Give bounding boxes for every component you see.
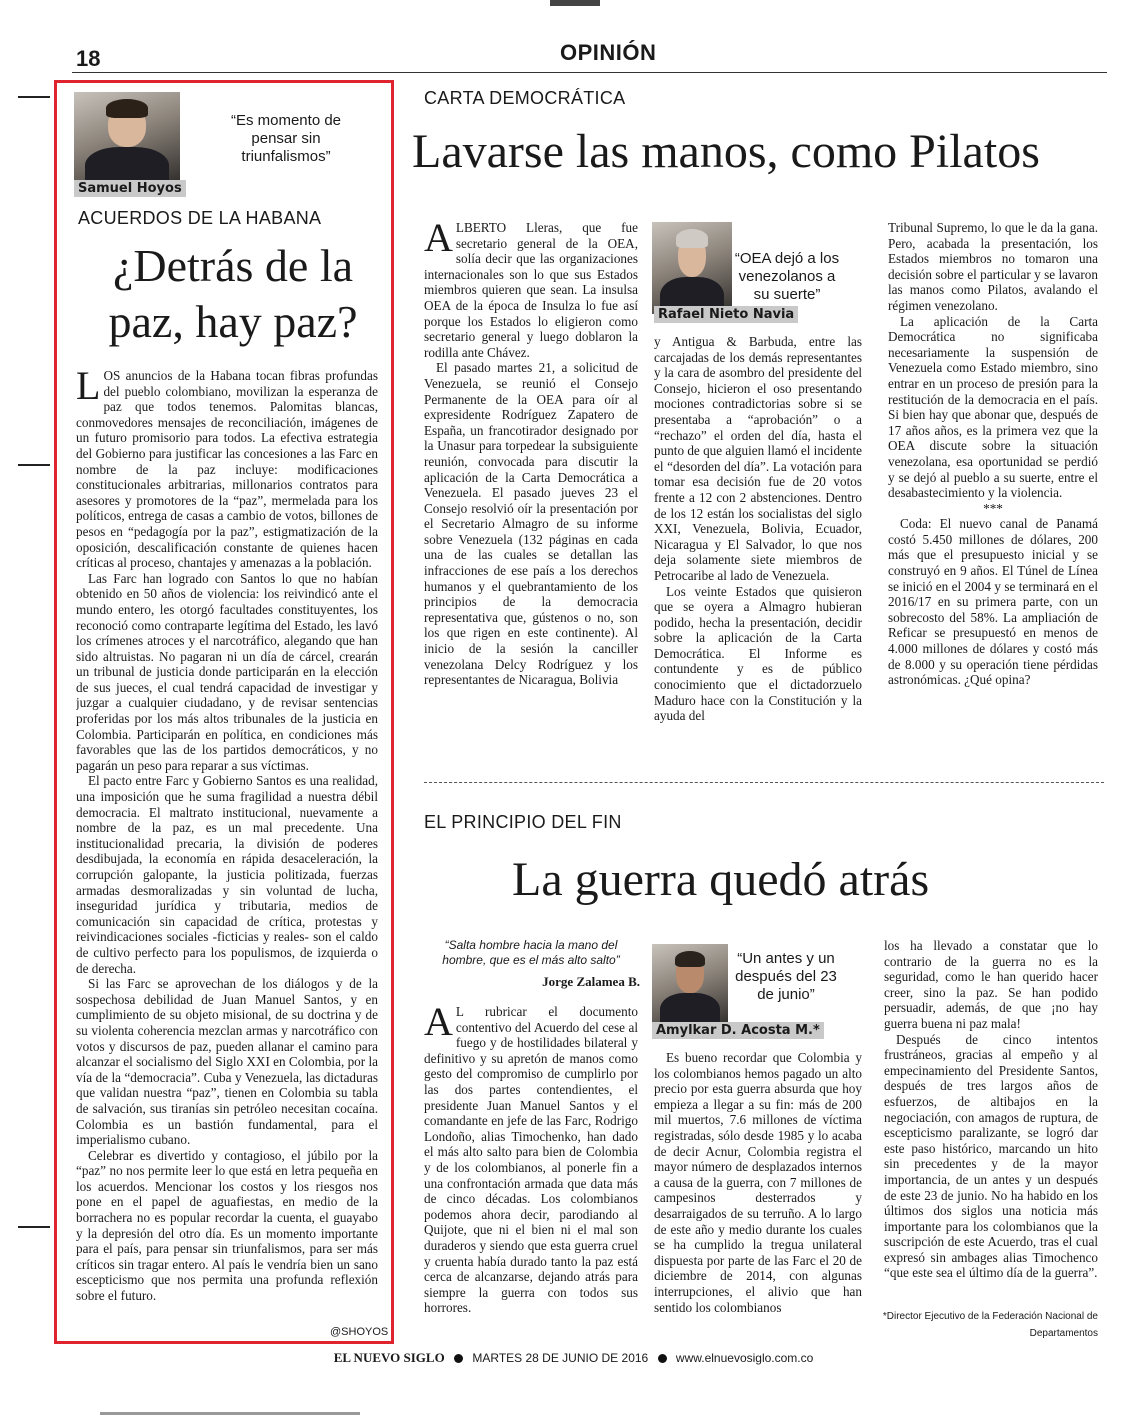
article-column-2 [654, 1050, 862, 1334]
article-paragraph: ALBERTO Lleras, que fue secretario general de la OEA, solía decir que las organizaciones internacionales son lo que sus Estados miembros quieren que sean. La insulsa OEA de la época de Insulza lo fue así porque los Estados lo eligieron como secretario general y luego doblaron la rodilla ante Chávez. [424, 220, 638, 360]
author-footnote: *Director Ejecutivo de la Federación Nacional de Departamentos [882, 1311, 1098, 1339]
article-column-2 [654, 334, 862, 742]
top-print-mark [550, 0, 600, 6]
article-headline: Lavarse las manos, como Pilatos [412, 125, 1040, 178]
article-headline: La guerra quedó atrás [512, 853, 930, 906]
page-number: 18 [76, 46, 101, 71]
columnist-photo-amylkar-acosta [652, 944, 728, 1026]
pull-quote: “OEA dejó a los venezolanos a su suerte” [734, 250, 840, 303]
article-headline: ¿Detrás de la paz, hay paz? [108, 240, 358, 347]
bullet-icon [658, 1354, 667, 1363]
article-paragraph: El pasado martes 21, a solicitud de Venezuela, se reunió el Consejo Permanente de la OEA para oír al expresidente Rodríguez Zapatero de España, un francotirador designado por la Unasur para torpedear la subsiguiente reunión, convocada para discutir la aplicación de la Carta Democrática a Venezuela. El pasado jueves 23 el Consejo resolvió oír la presentación por el Secretario Almagro de su informe sobre Venezuela (132 páginas en cada una de las cuales se detallan las infracciones de ese país a los derechos humanos y el quebrantamiento de los principios de la democracia representativa que, gústenos o no, son los que rigen en este continente). Al inicio de la sesión la canciller venezolana Delcy Rodríguez y los representantes de Nicaragua, Bolivia [424, 360, 638, 688]
drop-cap: A [424, 220, 453, 260]
article-paragraph: La aplicación de la Carta Democrática no significaba necesariamente la suspensión de Venezuela como Estado miembro, sino entrar en un proceso de presión para la restitución de la democracia en el país. Si bien hay que abonar que, después de 17 años años, es la primera vez que la OEA discute sobre la situación venezolana, esa oportunidad se perdió y se dejó al pueblo a su suerte, entre el desabastecimiento y la violencia. [888, 313, 1098, 501]
columnist-name: Amylkar D. Acosta M.* [652, 1022, 824, 1039]
columnist-name: Rafael Nieto Navia [654, 306, 798, 323]
drop-cap: A [424, 1004, 453, 1044]
article-kicker: ACUERDOS DE LA HABANA [78, 208, 322, 228]
header-rule [72, 72, 1107, 73]
article-divider [424, 782, 1104, 783]
section-separator: *** [983, 500, 1003, 516]
article-body [76, 368, 378, 1326]
article-paragraph: y Antigua & Barbuda, entre las carcajadas de los demás representantes y la cara de asombro del presidente del Consejo, hicieron el oso presentando mociones contradictorias sobre si se presentaba a “aprobación” o a “rechazo” el orden del día, hasta el punto de que alguien llamó el incidente el “desorden del día”. La votación para tomar esa decisión fue de 20 votos frente a 12 con 2 abstenciones. Dentro de los 12 están los socialistas del siglo XXI, Venezuela, Bolivia, Ecuador, Nicaragua y El Salvador, lo que nos deja solamente siete miembros de Petrocaribe al lado de Venezuela. [654, 334, 862, 583]
epigraph-quote: “Salta hombre hacia la mano del hombre, que es el más alto salto” [442, 938, 620, 967]
article-paragraph: Si las Farc se aprovechan de los diálogos y de la sospechosa debilidad de Juan Manuel Santos, y en cumplimiento de su objeto misional, de su doctrina y de su violenta coherencia mezclan armas y narcotráfico con votos y discursos de paz, pueden allanar el camino para alcanzar el socialismo del Siglo XXI en Colombia, por la vía de la “democracia”. Cuba y Venezuela, las dictaduras que validan nuestra “paz”, tienen en Colombia su tabla de salvación, sus tiranías sin petróleo necesitan cocaína. Colombia es un bastión fundamental, para el imperialismo cubano. [76, 976, 378, 1148]
bottom-scan-artifact [100, 1412, 360, 1415]
twitter-handle: @SHOYOS [330, 1326, 389, 1338]
drop-cap: L [76, 368, 101, 408]
article-paragraph: Tribunal Supremo, lo que le da la gana. Pero, acabada la presentación, los Estados miembros no tomaron una decisión sobre el particular y se lavaron las manos como Pilatos, avalando el régimen venezolano. [888, 220, 1098, 313]
margin-mark [18, 464, 50, 466]
page-footer [0, 1350, 1147, 1366]
margin-mark [18, 96, 50, 98]
article-paragraph: Coda: El nuevo canal de Panamá costó 5.450 millones de dólares, 200 más que el presupuesto inicial y se construyó en 9 años. El Túnel de Línea se inició en el 2004 y se terminará en el 2016/17 en su primera parte, con un sobrecosto del 58%. La ampliación de Reficar se presupuestó en menos de 4.000 millones de dólares y costó más de 8.000 y su operación tiene pérdidas astronómicas. ¿Qué opina? [888, 516, 1098, 688]
article-kicker: EL PRINCIPIO DEL FIN [424, 812, 622, 832]
article-paragraph: Después de cinco intentos frustráneos, gracias al empeño y al empecinamiento del Presidente Santos, después de tres largos años de esfuerzos, de altibajos en la negociación, con amagos de ruptura, de escepticismo paralizante, se logró dar este paso histórico, marcando un hito sin precedentes y de la mayor importancia, de un antes y un después de este 23 de junio. No ha habido en los últimos dos siglos una noticia más importante para los colombianos que la suscripción de este Acuerdo, tras el cual expresó sin ambages alias Timochenco “que este sea el último día de la guerra”. [884, 1031, 1098, 1281]
epigraph-author: Jorge Zalamea B. [542, 974, 640, 989]
article-kicker: CARTA DEMOCRÁTICA [424, 88, 626, 108]
columnist-photo-samuel-hoyos [74, 92, 180, 184]
article-paragraph: Las Farc han logrado con Santos lo que no habían obtenido en 50 años de violencia: los reivindicó ante el mundo entero, les otorgó facultades constituyentes, los reconoció como contraparte legítima del Estado, les lavó los crímenes atroces y el narcotráfico, alegando que han sido altruistas. No pagaran ni un día de cárcel, crearán un tribunal de justicia donde participarán en la elección de sus jueces, el cual tendrá capacidad de investigar y juzgar a cualquier ciudadano, y de revisar sentencias proferidas por los más altos tribunales de la justicia en Colombia. Participarán en política, en condiciones más favorables que las de los partidos democráticos, y no pagarán un peso para reparar a sus víctimas. [76, 570, 378, 773]
article-paragraph: A L rubricar el documento contentivo del Acuerdo del cese al fuego y de hostilidades bilateral y definitivo y su apretón de manos como gesto del compromiso de cumplirlo por las dos partes contendientes, el presidente Juan Manuel Santos y el comandante en jefe de las Farc, Rodrigo Londoño, alias Timochenko, han dado el más alto salto para bien de Colombia y de los colombianos, al ponerle fin a una confrontación armada que data más de cinco décadas. Los colombianos podemos ahora decir, parodiando al Quijote, que ni el bien ni el mal son duraderos y siendo que esta guerra cruel y cruenta había durado tanto la paz está cerca de alcanzarse, dejando atrás para siempre la guerra con todos sus horrores. [424, 1004, 638, 1316]
pull-quote: “Es momento de pensar sin triunfalismos” [230, 112, 342, 165]
article-column-1 [424, 1004, 638, 1334]
website-url: www.elnuevosiglo.com.co [675, 1351, 814, 1365]
article-paragraph: Es bueno recordar que Colombia y los colombianos hemos pagado un alto precio por esta guerra absurda que hoy empieza a llegar a su fin: más de 200 mil muertos, 7.6 millones de víctima registradas, sólo desde 1985 y lo acaba de decir Acnur, Colombia registra el mayor número de desplazados internos a causa de la guerra, con 7 millones de campesinos desterrados y desarraigados de su terruño. A lo largo de este año y medio durante los cuales se ha cumplido la tregua unilateral dispuesta por parte de las Farc el 20 de diciembre de 2014, con algunas interrupciones, el alivio que han sentido los colombianos [654, 1050, 862, 1315]
columnist-photo-rafael-nieto-navia [652, 222, 732, 314]
margin-mark [18, 1226, 50, 1228]
publication-date: MARTES 28 DE JUNIO DE 2016 [472, 1351, 649, 1365]
bullet-icon [454, 1354, 463, 1363]
article-paragraph: Celebrar es divertido y contagioso, el júbilo por la “paz” no nos permite leer lo que está en letra pequeña en los acuerdos. Mencionar los costos y los riesgos nos pone en el papel de aguafiestas, en medio de la borrachera no es popular recordar la cuenta, el guayabo y la depresión del otro día. Es un momento importante para el país, para pensar sin triunfalismos, para ser más críticos sin tragar entero. Al país le vendría bien un sano escepticismo que nos permita una profunda reflexión sobre el futuro. [76, 1147, 378, 1304]
article-paragraph: El pacto entre Farc y Gobierno Santos es una realidad, una imposición que he suma fragilidad a nuestra débil democracia. El maltrato institucional, nuevamente a nombre de la paz, es un mal precedente. Una institucionalidad precaria, la división de poderes desdibujada, la economía en rápida desaceleración, la corrupción galopante, la justicia politizada, fuerzas armadas desmoralizadas y sin voluntad de lucha, inseguridad jurídica y tributaria, medios de comunicación sin capacidad de crítica, protestas y reivindicaciones sociales -ficticias y reales- son el caldo de cultivo perfecto para los populismos, de izquierda o de derecha. [76, 773, 378, 976]
article-paragraph: LOS anuncios de la Habana tocan fibras profundas del pueblo colombiano, movilizan la esperanza de paz que todos tenemos. Palomitas blancas, conmovedores mensajes de reconciliación, imágenes de un futuro promisorio para todos. La efectiva estrategia del Gobierno para justificar las concesiones a las Farc en nombre de la paz incluye: modificaciones constitucionales arbitrarias, millonarios contratos para asesores y promotores de la “paz”, mermelada para los políticos, entrega de casas a cambio de votos, billones de pesos en “pedagogía por la paz”, estigmatización de la oposición, descalificación constante de quienes hacen críticas al proceso, chantajes y amenazas a la población. [76, 368, 378, 571]
article-column-3 [884, 938, 1098, 1304]
article-paragraph: Los veinte Estados que quisieron que se oyera a Almagro hubieran podido, hecha la presentación, decidir sobre la aplicación de la Carta Democrática. El Informe es contundente y es de público conocimiento que el dictadorzuelo Maduro hace con la Constitución y la ayuda del [654, 583, 862, 724]
columnist-name: Samuel Hoyos [74, 180, 186, 197]
article-column-3 [888, 220, 1098, 744]
newspaper-logo: EL NUEVO SIGLO [333, 1350, 445, 1365]
section-title: OPINIÓN [560, 40, 657, 65]
article-column-1 [424, 220, 638, 742]
article-paragraph: los ha llevado a constatar que lo contrario de la guerra no es la seguridad, como le han querido hacer creer, sino la paz. Se han podido persuadir, además, de que ¡no hay guerra buena ni paz mala! [884, 938, 1098, 1031]
pull-quote: “Un antes y un después del 23 de junio” [735, 950, 837, 1003]
